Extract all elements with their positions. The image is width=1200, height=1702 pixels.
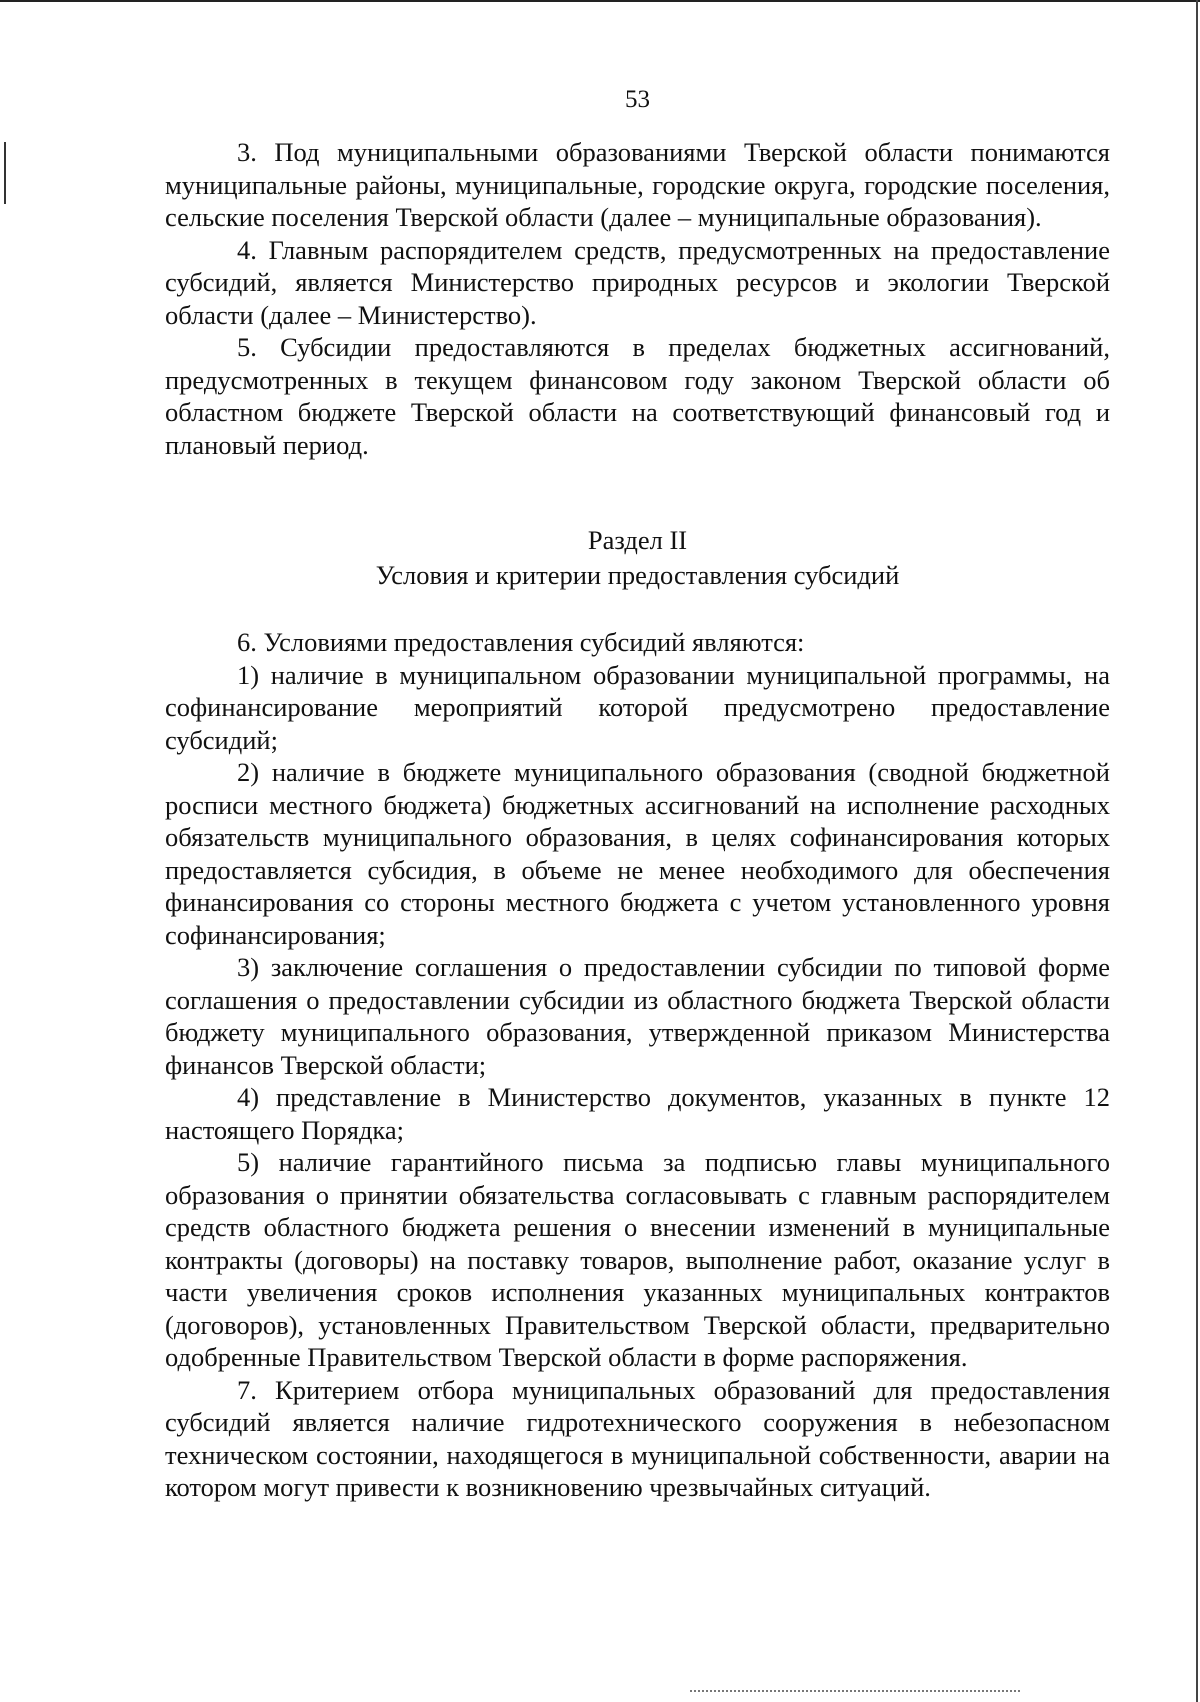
section-heading: Раздел II — [587, 525, 688, 555]
paragraph-4: 4. Главным распорядителем средств, предусмотренных на предоставление субсидий, является Министерство природных ресурсов и экологии Тверской области (далее – Министерство). — [165, 234, 1110, 330]
scan-mark-left — [4, 142, 6, 204]
scan-edge-top — [0, 0, 1200, 2]
section2-body — [165, 626, 1110, 1504]
scan-dots-bottom — [690, 1690, 1020, 1692]
condition-5: 5) наличие гарантийного письма за подписью главы муниципального образования о принятии обязательства согласовывать с главным распорядителем средств областного бюджета решения о внесении изменений в муниципальные контракты (договоры) на поставку товаров, выполнение работ, оказание услуг в части увеличения сроков исполнения указанных муниципальных контрактов (договоров), установленных Правительством Тверской области, предварительно одобренные Правительством Тверской области в форме распоряжения. — [165, 1147, 1110, 1372]
condition-4: 4) представление в Министерство документов, указанных в пункте 12 настоящего Порядка; — [165, 1082, 1110, 1145]
section-title: Условия и критерии предоставления субсидий — [375, 559, 900, 590]
condition-1: 1) наличие в муниципальном образовании муниципальной программы, на софинансирование мероприятий которой предусмотрено предоставление субсидий; — [165, 659, 1110, 755]
condition-3: 3) заключение соглашения о предоставлении субсидии по типовой форме соглашения о предоставлении субсидии из областного бюджета Тверской области бюджету муниципального образования, утвержденной приказом Министерства финансов Тверской области; — [165, 952, 1110, 1080]
paragraph-3: 3. Под муниципальными образованиями Тверской области понимаются муниципальные районы, муниципальные, городские округа, городские поселения, сельские поселения Тверской области (далее – муниципальные образования). — [165, 137, 1110, 232]
scan-edge-right — [1196, 0, 1198, 1702]
condition-2: 2) наличие в бюджете муниципального образования (сводной бюджетной росписи местного бюджета) бюджетных ассигнований на исполнение расходных обязательств муниципального образования, в целях софинансирования которых предоставляется субсидия, в объеме не менее необходимого для обеспечения финансирования со стороны местного бюджета с учетом установленного уровня софинансирования; — [165, 757, 1110, 950]
paragraph-7: 7. Критерием отбора муниципальных образований для предоставления субсидий является наличие гидротехнического сооружения в небезопасном техническом состоянии, находящегося в муниципальной собственности, аварии на котором могут привести к возникновению чрезвычайных ситуаций. — [165, 1374, 1110, 1502]
paragraph-6: 6. Условиями предоставления субсидий являются: — [237, 627, 805, 657]
page-number: 53 — [625, 86, 650, 113]
section1-body — [165, 136, 1110, 461]
section2-header — [165, 524, 1110, 591]
paragraph-5: 5. Субсидии предоставляются в пределах бюджетных ассигнований, предусмотренных в текущем финансовом году законом Тверской области об областном бюджете Тверской области на соответствующий финансовый год и плановый период. — [165, 332, 1110, 460]
